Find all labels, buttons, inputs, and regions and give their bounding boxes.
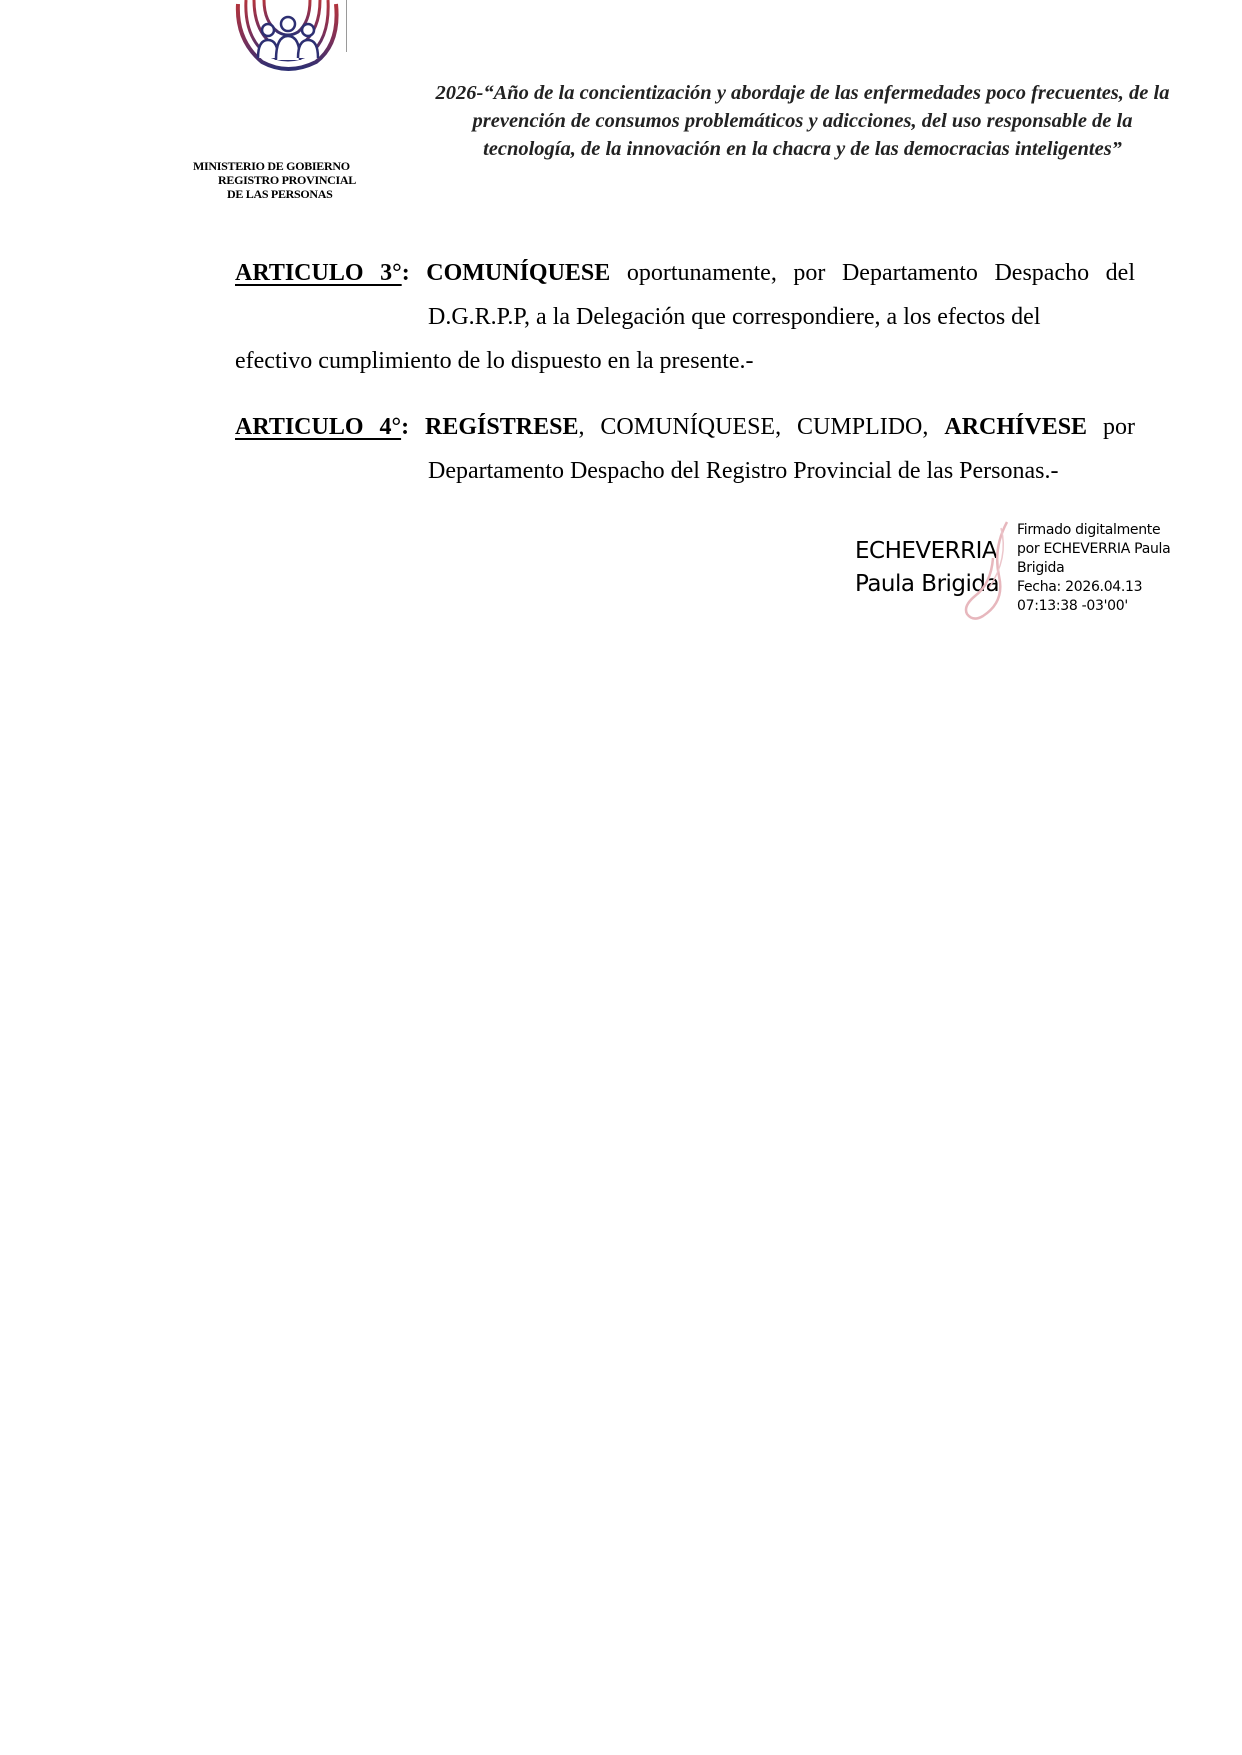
signature-time: 07:13:38 -03'00' bbox=[1017, 598, 1128, 614]
header-divider bbox=[346, 0, 347, 52]
signer-given-names: Paula Brigida bbox=[855, 571, 1000, 597]
article-4-heading: ARTICULO 4° bbox=[235, 414, 402, 440]
year-motto bbox=[400, 79, 1205, 163]
article-3-line-3: efectivo cumplimiento de lo dispuesto en la presente.- bbox=[235, 348, 754, 374]
article-3-colon: : bbox=[401, 260, 410, 286]
article-3 bbox=[235, 251, 1135, 383]
article-4-archive-word: ARCHÍVESE bbox=[944, 414, 1088, 440]
ministry-block bbox=[193, 159, 393, 201]
motto-line-2: prevención de consumos problemáticos y adicciones, del uso responsable de la bbox=[472, 110, 1133, 132]
registry-emblem-icon bbox=[232, 0, 344, 72]
digital-signature-mark-icon bbox=[953, 518, 1015, 622]
signature-signer-line-2: Brigida bbox=[1017, 560, 1065, 576]
signature-date: Fecha: 2026.04.13 bbox=[1017, 579, 1143, 595]
ministry-name: MINISTERIO DE GOBIERNO bbox=[193, 159, 350, 173]
article-3-heading: ARTICULO 3° bbox=[235, 260, 402, 286]
article-4-text: , COMUNÍQUESE, CUMPLIDO, bbox=[578, 414, 929, 440]
registry-name: REGISTRO PROVINCIAL bbox=[218, 173, 356, 187]
article-4-colon: : bbox=[401, 414, 410, 440]
registry-subname: DE LAS PERSONAS bbox=[227, 187, 333, 201]
article-4-lead-word: REGÍSTRESE bbox=[425, 414, 579, 440]
article-4-text-end: por bbox=[1103, 414, 1136, 440]
article-3-lead-word: COMUNÍQUESE bbox=[426, 260, 611, 286]
motto-line-1: 2026-“Año de la concientización y abordaje de las enfermedades poco frecuentes, de la bbox=[435, 82, 1170, 104]
article-4-line-1 bbox=[235, 405, 1135, 449]
signature-label: Firmado digitalmente bbox=[1017, 522, 1161, 538]
motto-line-3: tecnología, de la innovación en la chacra y de las democracias inteligentes” bbox=[483, 138, 1122, 160]
signer-surname: ECHEVERRIA bbox=[855, 538, 998, 564]
signature-signer-line: por ECHEVERRIA Paula bbox=[1017, 541, 1171, 557]
article-3-text: oportunamente, por Departamento Despacho del bbox=[626, 260, 1136, 286]
article-4 bbox=[235, 405, 1135, 493]
signature-details bbox=[1017, 521, 1170, 616]
article-3-line-1 bbox=[235, 251, 1135, 295]
article-3-line-2: D.G.R.P.P, a la Delegación que correspondiere, a los efectos del bbox=[428, 304, 1041, 330]
article-4-line-2: Departamento Despacho del Registro Provincial de las Personas.- bbox=[428, 458, 1059, 484]
